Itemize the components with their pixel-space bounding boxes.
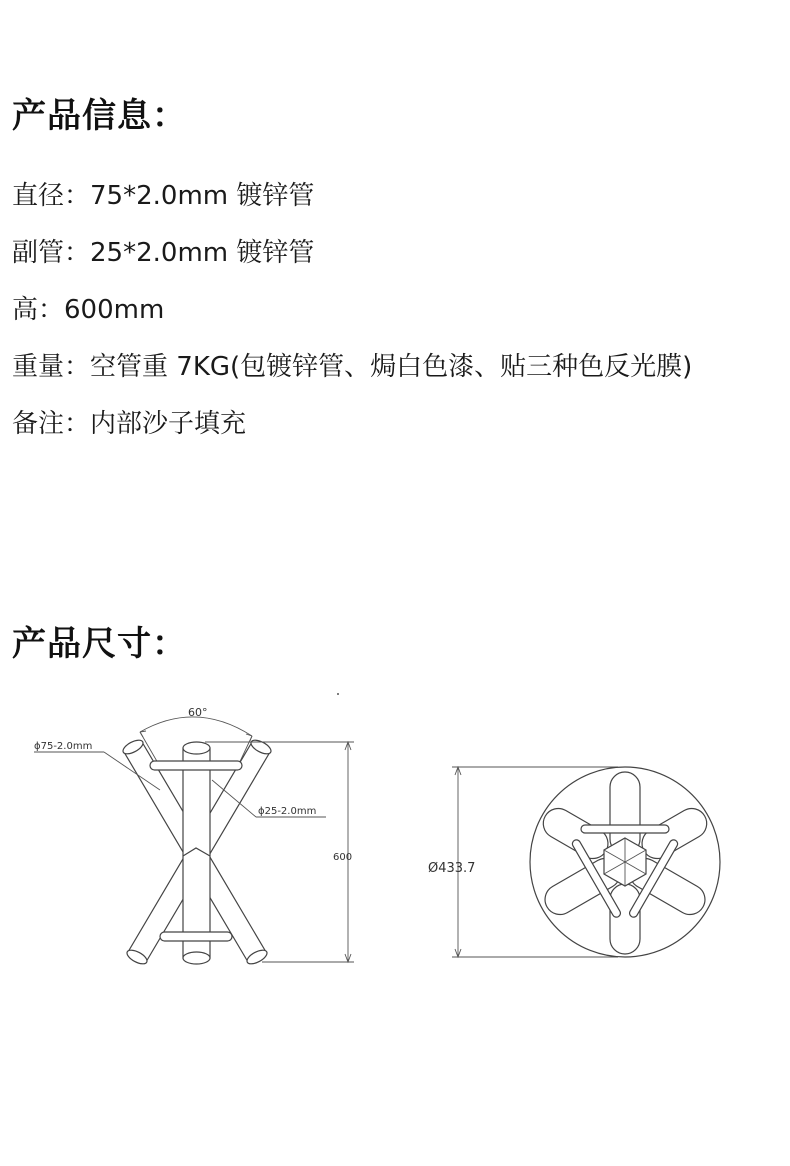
spec-label: 副管： [12, 238, 91, 268]
angle-label: 60° [188, 706, 208, 719]
side-view [34, 693, 354, 967]
spec-value: 75*2.0mm 镀锌管 [90, 181, 315, 211]
upper-crossbar [150, 761, 242, 770]
spec-row-weight [12, 347, 692, 404]
main-pipe-label: ϕ75-2.0mm [34, 741, 93, 752]
spec-label: 备注： [12, 409, 91, 439]
spec-value: 25*2.0mm 镀锌管 [90, 238, 315, 268]
spec-row-sub-pipe [12, 233, 692, 290]
technical-drawing [0, 680, 790, 980]
section-title-product-dimensions: 产品尺寸： [12, 624, 187, 664]
center-tube-top [183, 742, 210, 754]
diameter-label: Ø433.7 [428, 861, 476, 876]
height-label: 600 [333, 852, 353, 863]
lower-crossbar [160, 932, 232, 941]
spec-list [12, 176, 692, 461]
angle-arc [140, 717, 252, 736]
spec-label: 直径： [12, 181, 91, 211]
radial-tube-bottom [610, 884, 640, 954]
brace-top [581, 825, 669, 833]
spec-value: 空管重 7KG(包镀锌管、焗白色漆、贴三种色反光膜) [90, 352, 693, 382]
center-tube-bottom [183, 952, 210, 964]
spec-value: 内部沙子填充 [90, 409, 247, 439]
section-title-product-info: 产品信息： [12, 96, 187, 136]
spec-row-height [12, 290, 692, 347]
sub-pipe-label: ϕ25-2.0mm [258, 806, 317, 817]
spec-label: 重量： [12, 352, 91, 382]
top-view [428, 767, 720, 957]
spec-row-note [12, 404, 692, 461]
spec-label: 高： [12, 295, 65, 325]
spec-row-diameter [12, 176, 692, 233]
dot-mark [337, 693, 339, 695]
spec-value: 600mm [64, 295, 165, 325]
